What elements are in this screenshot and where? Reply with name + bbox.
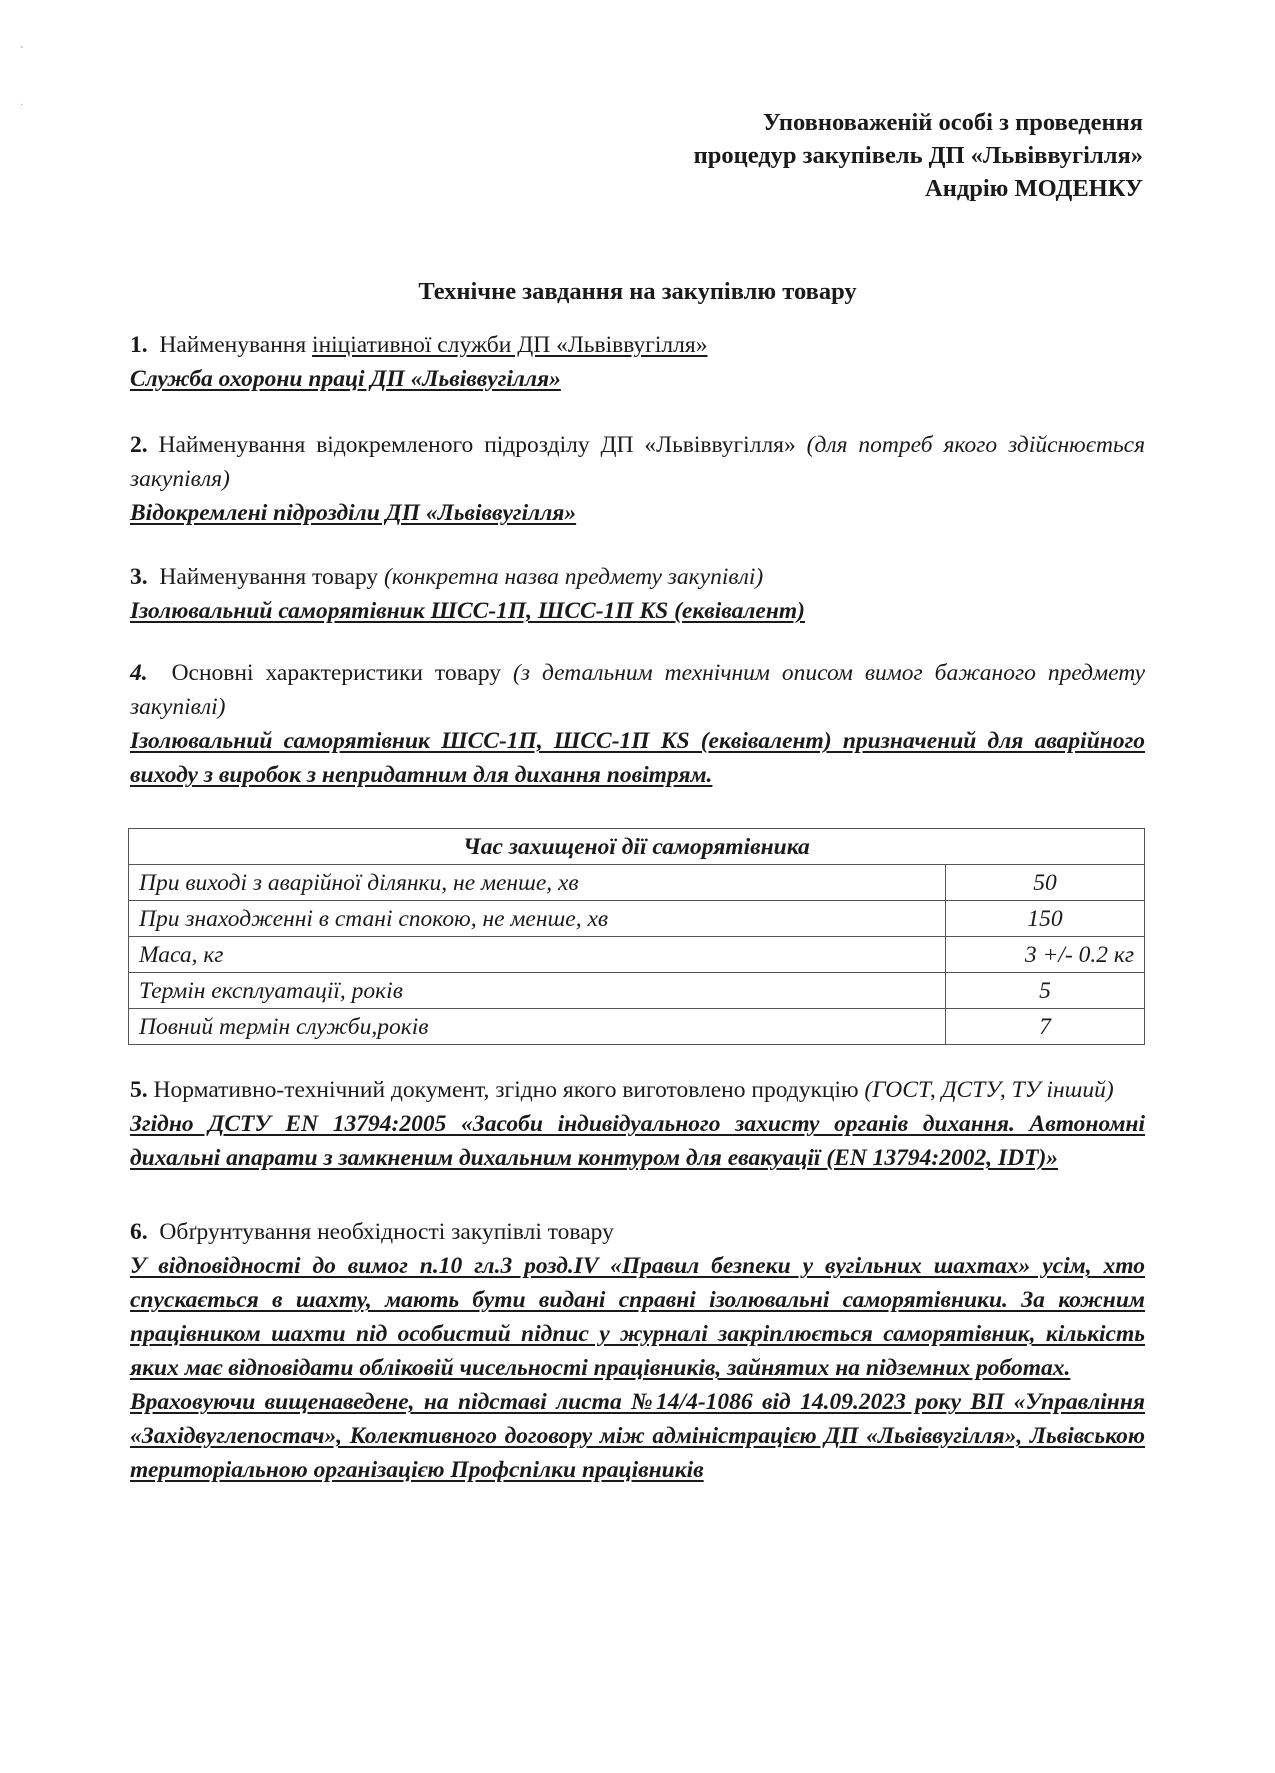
section-4 [130, 656, 1145, 792]
section-answer: Служба охорони праці ДП «Львіввугілля» [130, 366, 561, 392]
table-row [129, 901, 1145, 937]
section-answer: Відокремлені підрозділи ДП «Львіввугілля» [130, 500, 577, 526]
table-row [129, 937, 1145, 973]
addressee-line: процедур закупівель ДП «Львіввугілля» [693, 142, 1143, 169]
table-cell-label: Повний термін служби,років [129, 1009, 946, 1045]
document-title: Технічне завдання на закупівлю товару [418, 278, 857, 305]
addressee-block [543, 106, 1143, 205]
section-1 [130, 328, 1145, 396]
section-label: Найменування товару [159, 564, 379, 590]
table-cell-value: 50 [946, 865, 1145, 901]
section-hint: (ГОСТ, ДСТУ, ТУ інший) [864, 1077, 1114, 1103]
table-cell-value: 150 [946, 901, 1145, 937]
section-number: 2. [130, 432, 148, 458]
table-row [129, 1009, 1145, 1045]
section-number: 1. [130, 332, 148, 358]
section-3 [130, 560, 1145, 628]
section-hint: (з детальним технічним описом вимог бажаного предмету закупівлі) [130, 660, 1146, 720]
section-answer-continued: Враховуючи вищенаведене, на підставі листа №14/4-1086 від 14.09.2023 року ВП «Управління «Західвуглепостач», Колективного договору між адміністрацією ДП «Львіввугілля», Львівською територіальною організацією Профспілки працівників [130, 1389, 1145, 1483]
section-answer: Ізолювальний саморятівник ШСС-1П, ШСС-1П KS (еквівалент) [130, 598, 806, 624]
section-label: Основні характеристики товару [171, 660, 502, 686]
section-hint: (для потреб якого здійснюється закупівля) [130, 432, 1146, 492]
section-number: 3. [130, 564, 148, 590]
section-hint: (конкретна назва предмету закупівлі) [384, 564, 764, 590]
table-cell-label: При знаходженні в стані спокою, не менше, хв [129, 901, 946, 937]
scan-mark: ◦ [20, 42, 24, 53]
section-label: Обґрунтування необхідності закупівлі товару [159, 1219, 614, 1245]
section-2 [130, 428, 1145, 530]
section-label-underlined: ініціативної служби ДП «Львіввугілля» [312, 332, 708, 358]
specs-table [128, 828, 1145, 1045]
table-cell-value: 7 [946, 1009, 1145, 1045]
section-label: Нормативно-технічний документ, згідно якого виготовлено продукцію [153, 1077, 859, 1103]
section-answer: Згідно ДСТУ EN 13794:2005 «Засоби індивідуального захисту органів дихання. Автономні дихальні апарати з замкненим дихальним контуром для евакуації (EN 13794:2002, IDT)» [130, 1111, 1145, 1171]
section-number: 4. [130, 660, 148, 686]
table-cell-label: Маса, кг [129, 937, 946, 973]
section-answer: Ізолювальний саморятівник ШСС-1П, ШСС-1П KS (еквівалент) призначений для аварійного виходу з виробок з непридатним для дихання повітрям. [130, 728, 1145, 788]
addressee-line: Андрію МОДЕНКУ [925, 175, 1143, 202]
table-cell-value: 3 +/- 0.2 кг [946, 937, 1145, 973]
table-cell-value: 5 [946, 973, 1145, 1009]
section-6 [130, 1215, 1145, 1487]
section-number: 6. [130, 1219, 148, 1245]
table-row [129, 865, 1145, 901]
table-header: Час захищеної дії саморятівника [129, 829, 1145, 865]
table-row [129, 973, 1145, 1009]
section-label: Найменування [159, 332, 307, 358]
table-cell-label: Термін експлуатації, років [129, 973, 946, 1009]
table-cell-label: При виході з аварійної ділянки, не менше, хв [129, 865, 946, 901]
table-header-row [129, 829, 1145, 865]
scan-mark: · [20, 100, 24, 111]
section-number: 5. [130, 1077, 148, 1103]
document-body [130, 328, 1145, 1487]
addressee-line: Уповноваженій особі з проведення [762, 109, 1143, 136]
section-label: Найменування відокремленого підрозділу ДП «Львіввугілля» [158, 432, 796, 458]
section-5 [130, 1073, 1145, 1175]
section-answer: У відповідності до вимог п.10 гл.3 розд.IV «Правил безпеки у вугільних шахтах» усім, хто спускається в шахту, мають бути видані справні ізолювальні саморятівники. За кожним працівником шахти під особистий підпис у журналі закріплюється саморятівник, кількість яких має відповідати обліковій чисельності працівників, зайнятих на підземних роботах. [130, 1253, 1145, 1381]
